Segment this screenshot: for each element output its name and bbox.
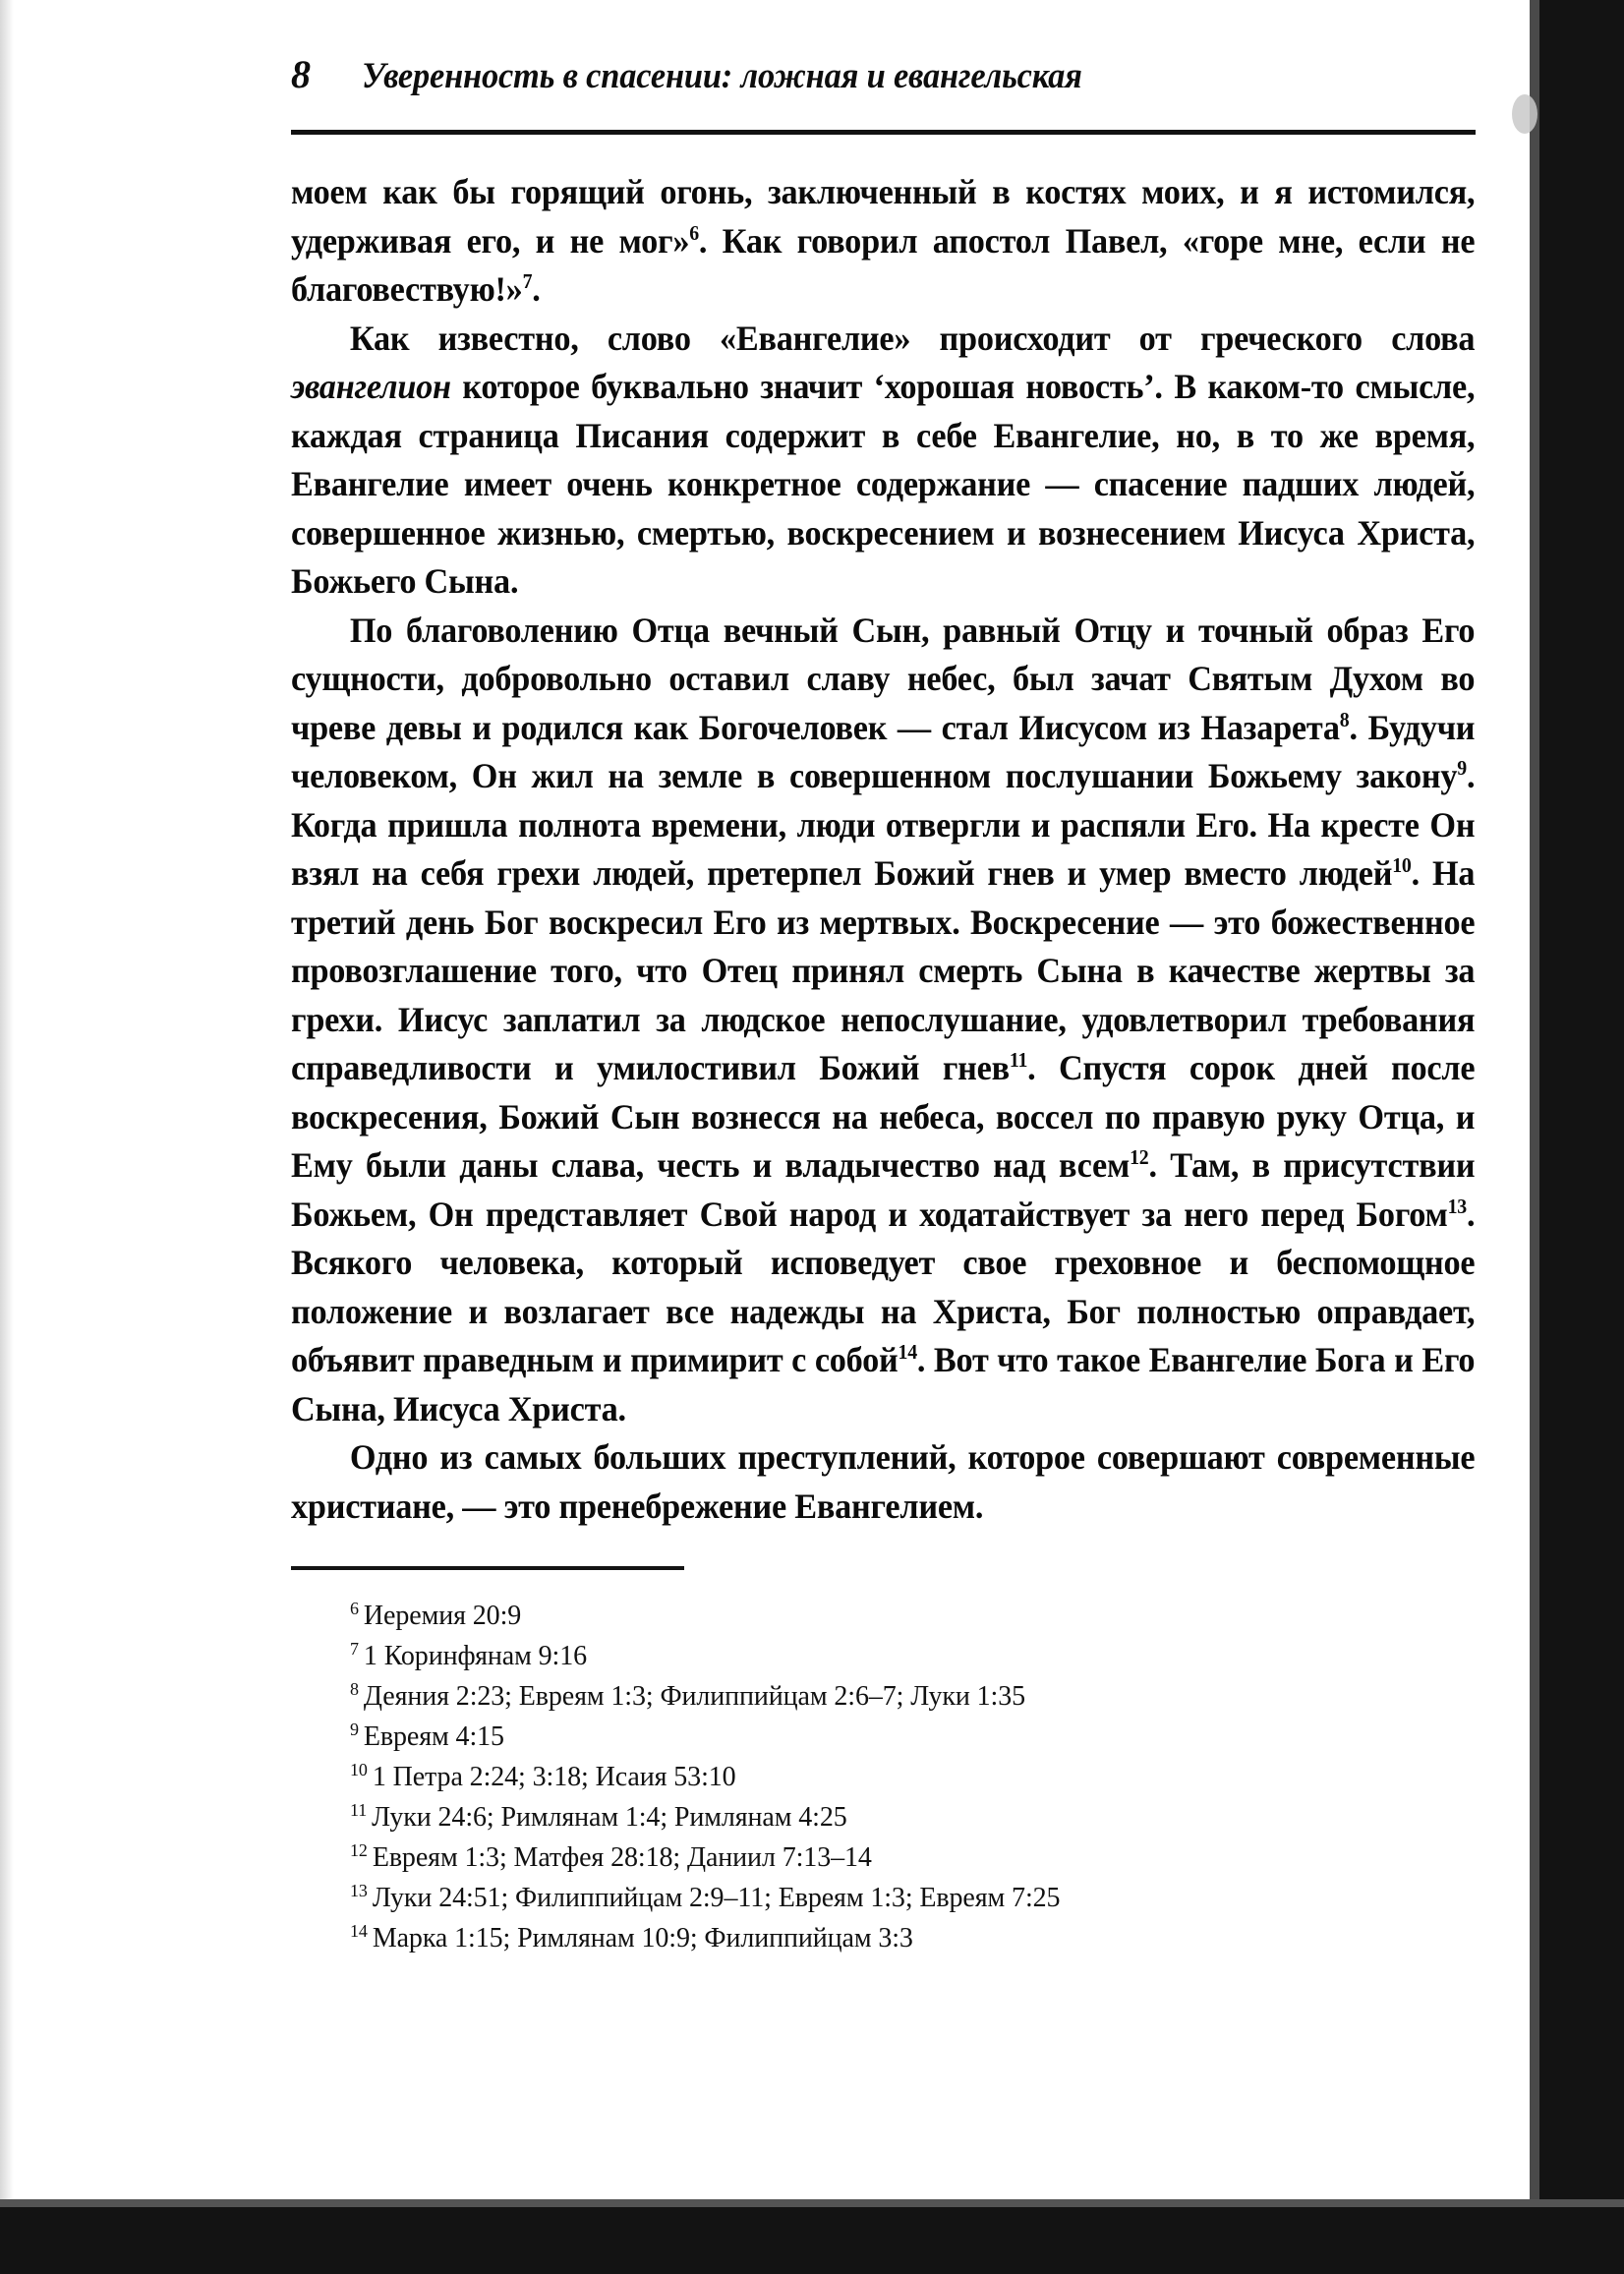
scan-artifact-spot: [1512, 94, 1537, 134]
text-run: Как известно, слово «Евангелие» происходит от греческого слова: [349, 318, 1476, 358]
footnote-text: Деяния 2:23; Евреям 1:3; Филиппийцам 2:6–7; Луки 1:35: [363, 1681, 1026, 1712]
footnote-number: 6: [350, 1598, 359, 1618]
body-paragraph: [291, 168, 1475, 315]
text-run: которое буквально значит ‘хорошая новость’. В каком-то смысле, каждая страница Писания содержит в себе Евангелие, но, в то же время, Евангелие имеет очень конкретное содержание — спасение падших людей, совершенное жизнью, смертью, воскресением и вознесением Иисуса Христа, Божьего Сына.: [291, 367, 1476, 601]
footnote-reference[interactable]: 7: [522, 271, 533, 294]
footnote-number: 11: [350, 1799, 368, 1820]
scan-right-edge-halftone: [1530, 0, 1539, 2274]
scan-left-edge-shadow: [0, 0, 14, 2274]
footnote-number: 14: [350, 1920, 368, 1941]
footnote-item: [350, 1596, 1479, 1636]
scan-bottom-edge-halftone: [0, 2199, 1624, 2207]
footnote-item: [350, 1878, 1479, 1918]
footnote-item: [350, 1757, 1479, 1797]
footnote-text: 1 Петра 2:24; 3:18; Исаия 53:10: [372, 1762, 736, 1792]
footnote-text: Иеремия 20:9: [363, 1601, 522, 1631]
footnote-number: 9: [350, 1719, 359, 1739]
footnote-text: Луки 24:51; Филиппийцам 2:9–11; Евреям 1:3; Евреям 7:25: [372, 1883, 1061, 1913]
footnote-reference[interactable]: 10: [1392, 855, 1412, 878]
text-run: . Когда пришла полнота времени, люди отвергли и распяли Его. На кресте Он взял на себя грехи людей, претерпел Божий гнев и умер вместо людей: [291, 756, 1476, 893]
text-run: . Всякого человека, который исповедует свое греховное и беспомощное положение и возлагает все надежды на Христа, Бог полностью оправдает, объявит праведным и примирит с собой: [291, 1194, 1476, 1379]
text-run: . Будучи человеком, Он жил на земле в совершенном послушании Божьему закону: [291, 707, 1476, 795]
footnote-number: 12: [350, 1839, 368, 1860]
footnote-text: Евреям 1:3; Матфея 28:18; Даниил 7:13–14: [372, 1842, 872, 1873]
scan-bottom-edge-dark: [0, 2207, 1624, 2274]
page-content-column: [291, 51, 1479, 1958]
footnote-number: 8: [350, 1678, 359, 1699]
body-paragraph: [291, 607, 1475, 1434]
text-run: По благоволению Отца вечный Сын, равный Отцу и точный образ Его сущности, добровольно оставил славу небес, был зачат Святым Духом во чреве девы и родился как Богочеловек — стал Иисусом из Назарета: [291, 610, 1476, 747]
footnote-text: Марка 1:15; Римлянам 10:9; Филиппийцам 3:3: [372, 1923, 913, 1953]
footnote-item: [350, 1676, 1479, 1717]
running-head-title: Уверенность в спасении: ложная и евангельская: [362, 56, 1082, 96]
italic-term: эвангелион: [291, 367, 451, 406]
footnote-reference[interactable]: 14: [898, 1342, 917, 1365]
text-run: . Там, в присутствии Божьем, Он представляет Свой народ и ходатайствует за него перед Богом: [291, 1145, 1476, 1234]
footnote-item: [350, 1717, 1479, 1757]
footnote-list: [291, 1596, 1479, 1958]
footnote-reference[interactable]: 12: [1130, 1147, 1149, 1170]
footnote-text: Евреям 4:15: [363, 1721, 504, 1752]
footnote-number: 13: [350, 1880, 368, 1900]
body-paragraph: [291, 1433, 1475, 1531]
footnote-reference[interactable]: 11: [1009, 1050, 1028, 1073]
text-run: . На третий день Бог воскресил Его из мертвых. Воскресение — это божественное провозглашение того, что Отец принял смерть Сына в качестве жертвы за грехи. Иисус заплатил за людское непослушание, удовлетворил требования справедливости и умилостивил Божий гнев: [291, 853, 1476, 1087]
footnote-reference[interactable]: 13: [1447, 1195, 1467, 1218]
footnote-item: [350, 1837, 1479, 1878]
footnote-number: 10: [350, 1759, 368, 1779]
footnote-reference[interactable]: 8: [1339, 709, 1350, 731]
footnote-item: [350, 1636, 1479, 1676]
body-paragraph: [291, 315, 1475, 607]
body-text: [291, 168, 1475, 1531]
text-run: моем как бы горящий огонь, заключенный в костях моих, и я истомился, удерживая его, и не мог»: [291, 172, 1476, 261]
text-run: . Вот что такое Евангелие Бога и Его Сына, Иисуса Христа.: [291, 1340, 1476, 1429]
text-run: . Как говорил апостол Павел, «горе мне, если не благовествую!»: [291, 220, 1476, 309]
footnote-text: 1 Коринфянам 9:16: [363, 1641, 588, 1671]
footnote-separator-rule: [291, 1566, 684, 1570]
text-run: .: [532, 269, 541, 309]
footnote-item: [350, 1797, 1479, 1837]
footnote-number: 7: [350, 1638, 359, 1659]
footnote-reference[interactable]: 9: [1457, 758, 1467, 781]
header-divider-rule: [291, 130, 1476, 135]
footnote-text: Луки 24:6; Римлянам 1:4; Римлянам 4:25: [372, 1802, 847, 1833]
running-head: [291, 51, 1479, 120]
text-run: . Спустя сорок дней после воскресения, Божий Сын вознесся на небеса, воссел по правую руку Отца, и Ему были даны слава, честь и владычество над всем: [291, 1048, 1476, 1185]
text-run: Одно из самых больших преступлений, которое совершают современные христиане, — это пренебрежение Евангелием.: [291, 1437, 1476, 1526]
page-number: 8: [291, 52, 311, 96]
footnote-item: [350, 1918, 1479, 1958]
scan-right-edge-dark: [1539, 0, 1624, 2274]
footnote-reference[interactable]: 6: [689, 222, 699, 245]
